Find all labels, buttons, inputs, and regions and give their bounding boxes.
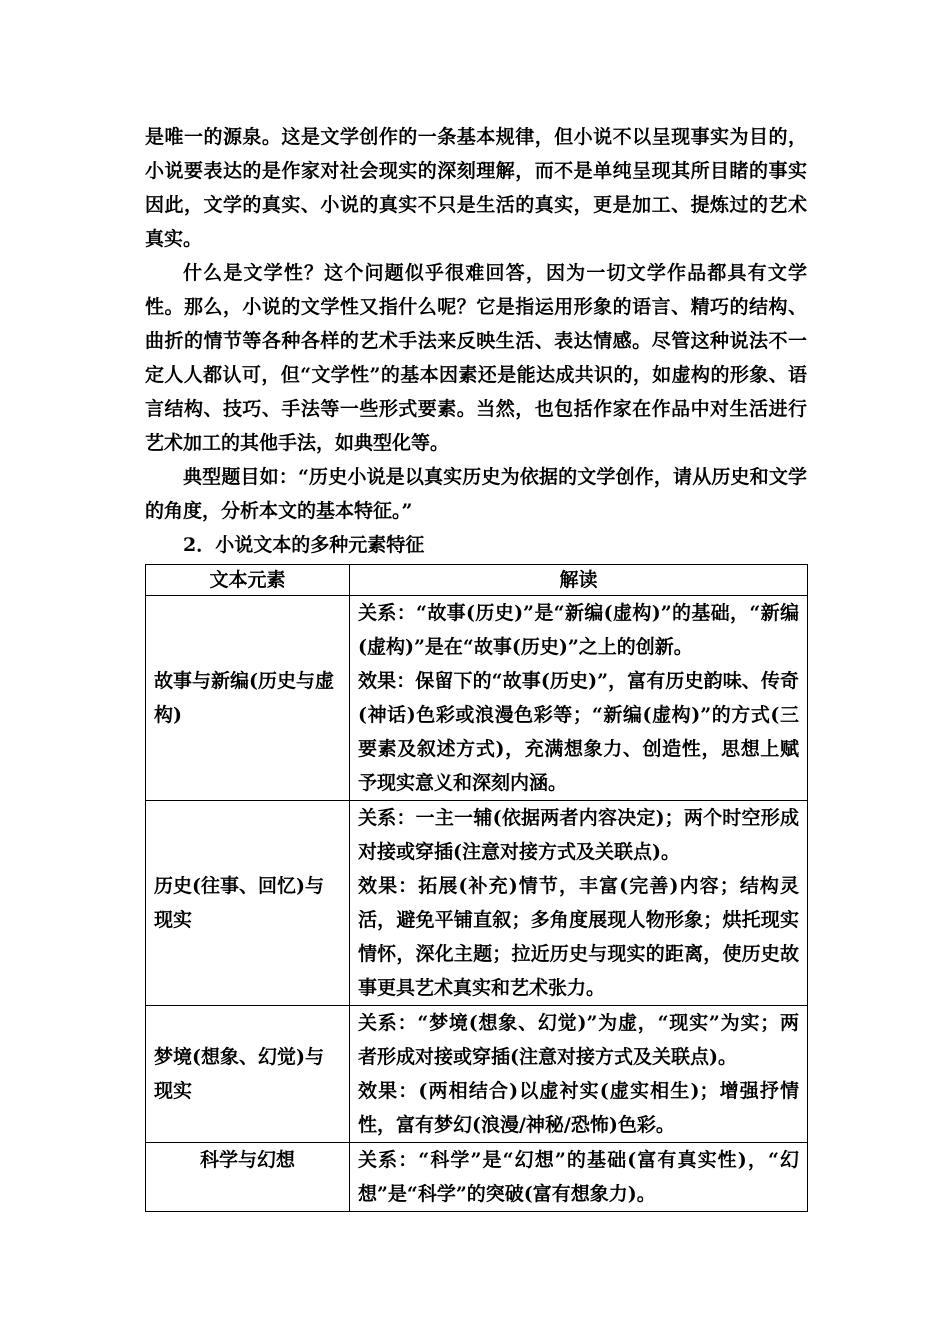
paragraph-example-question: 典型题目如：“历史小说是以真实历史为依据的文学创作，请从历史和文学的角度，分析本文的基本特征。” bbox=[145, 466, 807, 522]
element-cell: 故事与新编(历史与虚构) bbox=[146, 596, 350, 801]
interpretation-cell bbox=[350, 1143, 808, 1212]
relation-text: 关系：一主一辅(依据两者内容决定)；两个时空形成对接或穿插(注意对接方式及关联点)。 bbox=[358, 807, 799, 863]
effect-text: 效果：拓展(补充)情节，丰富(完善)内容；结构灵活，避免平铺直叙；多角度展现人物形象；烘托现实情怀，深化主题；拉近历史与现实的距离，使历史故事更具艺术真实和艺术张力。 bbox=[358, 875, 799, 999]
header-interpretation: 解读 bbox=[350, 565, 808, 596]
paragraph-intro: 是唯一的源泉。这是文学创作的一条基本规律，但小说不以呈现事实为目的，小说要表达的是作家对社会现实的深刻理解，而不是单纯呈现其所目睹的事实因此，文学的真实、小说的真实不只是生活的真实，更是加工、提炼过的艺术真实。 bbox=[145, 126, 807, 250]
element-cell: 科学与幻想 bbox=[146, 1143, 350, 1212]
interpretation-cell bbox=[350, 801, 808, 1006]
table-row bbox=[146, 1143, 808, 1212]
table-row bbox=[146, 1006, 808, 1143]
effect-text: 效果：保留下的“故事(历史)”，富有历史韵味、传奇(神话)色彩或浪漫色彩等；“新编(虚构)”的方式(三要素及叙述方式)，充满想象力、创造性，思想上赋予现实意义和深刻内涵。 bbox=[358, 670, 799, 794]
relation-text: 关系：“梦境(想象、幻觉)”为虚，“现实”为实；两者形成对接或穿插(注意对接方式及关联点)。 bbox=[358, 1012, 799, 1068]
interpretation-cell bbox=[350, 1006, 808, 1143]
table-header-row bbox=[146, 565, 808, 596]
effect-text: 效果：(两相结合)以虚衬实(虚实相生)；增强抒情性，富有梦幻(浪漫/神秘/恐怖)色彩。 bbox=[358, 1080, 799, 1136]
table-row bbox=[146, 801, 808, 1006]
element-cell: 历史(往事、回忆)与现实 bbox=[146, 801, 350, 1006]
document-body bbox=[145, 120, 807, 1212]
elements-table bbox=[145, 564, 808, 1212]
element-cell: 梦境(想象、幻觉)与现实 bbox=[146, 1006, 350, 1143]
header-element: 文本元素 bbox=[146, 565, 350, 596]
relation-text: 关系：“科学”是“幻想”的基础(富有真实性)，“幻想”是“科学”的突破(富有想象力)。 bbox=[358, 1149, 799, 1205]
section-heading: 2．小说文本的多种元素特征 bbox=[183, 534, 425, 556]
table-row bbox=[146, 596, 808, 801]
paragraph-literariness: 什么是文学性？这个问题似乎很难回答，因为一切文学作品都具有文学性。那么，小说的文学性又指什么呢？它是指运用形象的语言、精巧的结构、曲折的情节等各种各样的艺术手法来反映生活、表达情感。尽管这种说法不一定人人都认可，但“文学性”的基本因素还是能达成共识的，如虚构的形象、语言结构、技巧、手法等一些形式要素。当然，也包括作家在作品中对生活进行艺术加工的其他手法，如典型化等。 bbox=[145, 262, 807, 454]
interpretation-cell bbox=[350, 596, 808, 801]
relation-text: 关系：“故事(历史)”是“新编(虚构)”的基础，“新编(虚构)”是在“故事(历史)”之上的创新。 bbox=[358, 602, 799, 658]
